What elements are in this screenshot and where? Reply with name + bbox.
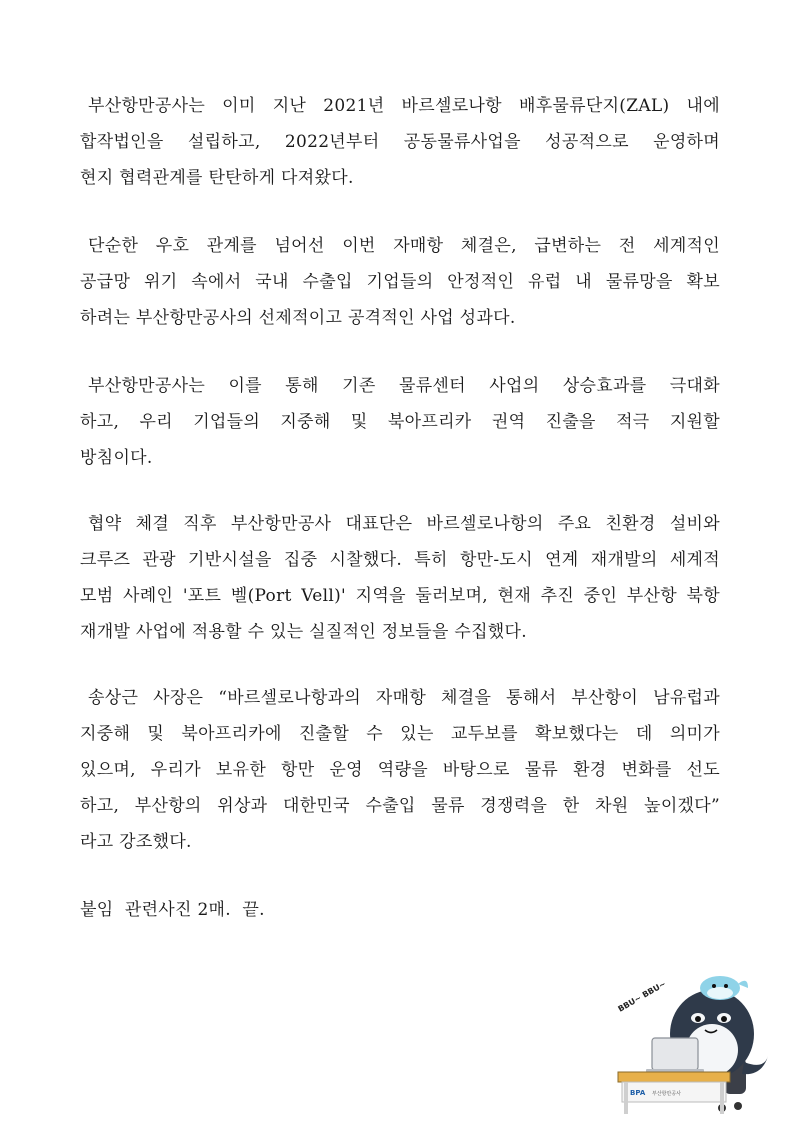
- text-line: 방침이다.: [80, 448, 153, 468]
- text-line: 협약 체결 직후 부산항만공사 대표단은 바르셀로나항의 주요 친환경 설비와: [88, 514, 720, 534]
- text-line: 합작법인을 설립하고, 2022년부터 공동물류사업을 성공적으로 운영하며: [80, 132, 720, 152]
- text-line: 공급망 위기 속에서 국내 수출입 기업들의 안정적인 유럽 내 물류망을 확보: [80, 272, 720, 292]
- text-line: 지중해 및 북아프리카에 진출할 수 있는 교두보를 확보했다는 데 의미가: [80, 724, 720, 744]
- paragraph-synergy-plan: [80, 368, 720, 476]
- text-line: 있으며, 우리가 보유한 항만 운영 역량을 바탕으로 물류 환경 변화를 선도: [80, 760, 720, 780]
- paragraph-port-vell-visit: [80, 506, 720, 650]
- text-line: 모범 사례인 '포트 벨(Port Vell)' 지역을 둘러보며, 현재 추진 중인 부산항 북항: [80, 586, 720, 606]
- text-line: 크루즈 관광 기반시설을 집중 시찰했다. 특히 항만-도시 연계 재개발의 세계적: [80, 550, 720, 570]
- whale-mascot-at-desk-icon: [612, 966, 774, 1116]
- paragraph-sister-port-significance: [80, 228, 720, 336]
- text-line: 라고 강조했다.: [80, 832, 192, 852]
- svg-text:BBU~ BBU~: BBU~ BBU~: [616, 979, 668, 1014]
- text-line: 단순한 우호 관계를 넘어선 이번 자매항 체결은, 급변하는 전 세계적인: [88, 236, 720, 256]
- text-line: 하고, 우리 기업들의 지중해 및 북아프리카 권역 진출을 적극 지원할: [80, 412, 720, 432]
- paragraph-president-quote: [80, 680, 720, 860]
- text-line: 송상근 사장은 “바르셀로나항과의 자매항 체결을 통해서 부산항이 남유럽과: [88, 688, 720, 708]
- paragraph-zal-joint-venture: [80, 88, 720, 196]
- attachment-text: 붙임 관련사진 2매. 끝.: [80, 900, 265, 920]
- svg-text:BPA: BPA: [630, 1089, 646, 1097]
- text-line: 부산항만공사는 이미 지난 2021년 바르셀로나항 배후물류단지(ZAL) 내에: [88, 96, 720, 116]
- text-line: 부산항만공사는 이를 통해 기존 물류센터 사업의 상승효과를 극대화: [88, 376, 720, 396]
- text-line: 현지 협력관계를 탄탄하게 다져왔다.: [80, 168, 354, 188]
- text-line: 하려는 부산항만공사의 선제적이고 공격적인 사업 성과다.: [80, 308, 516, 328]
- attachment-note: [80, 892, 720, 928]
- text-line: 하고, 부산항의 위상과 대한민국 수출입 물류 경쟁력을 한 차원 높이겠다”: [80, 796, 720, 816]
- svg-text:부산항만공사: 부산항만공사: [652, 1091, 681, 1097]
- text-line: 재개발 사업에 적용할 수 있는 실질적인 정보들을 수집했다.: [80, 622, 527, 642]
